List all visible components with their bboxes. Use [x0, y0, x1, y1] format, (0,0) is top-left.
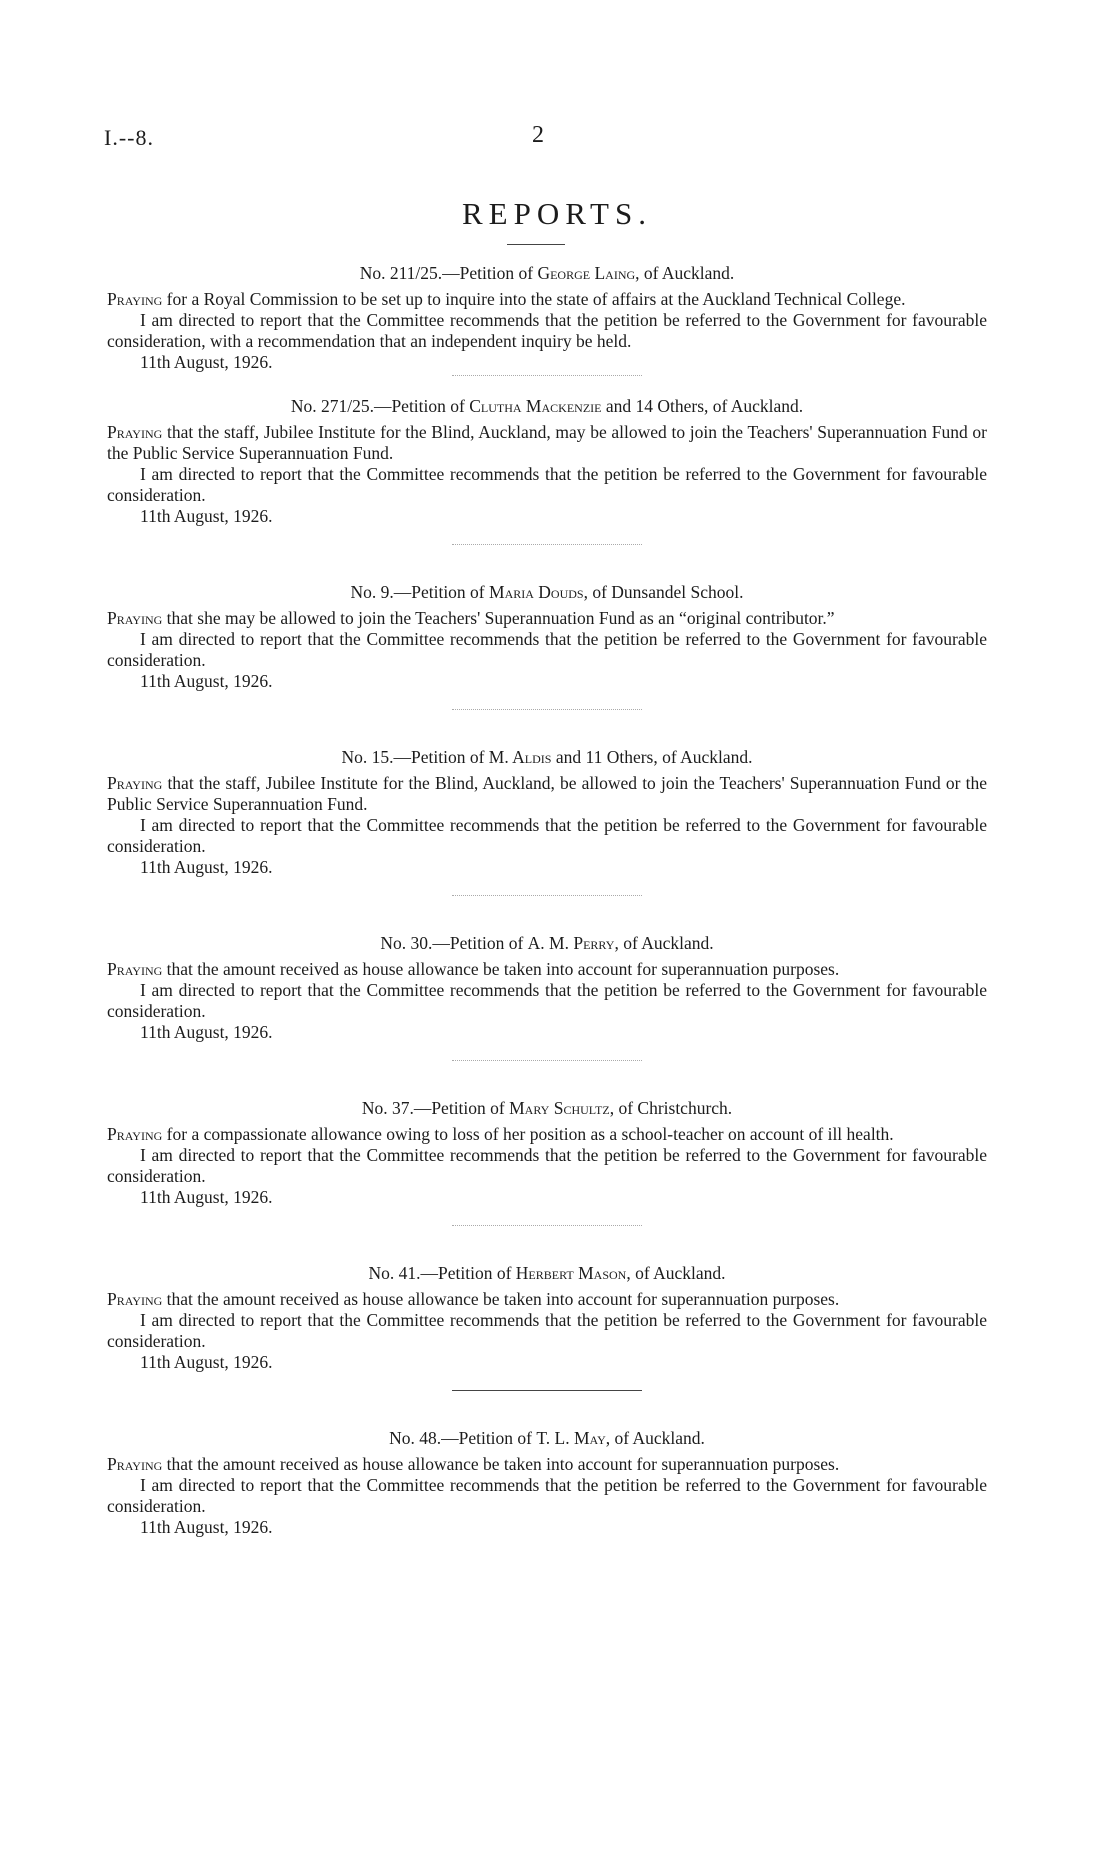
report-heading	[107, 263, 987, 284]
report-number: No. 271/25.	[290, 396, 374, 416]
praying-word: Praying	[107, 773, 163, 793]
report-section	[107, 263, 987, 373]
section-separator	[452, 1225, 642, 1226]
section-separator	[452, 1390, 642, 1391]
report-date: 11th August, 1926.	[140, 857, 273, 877]
praying-text: that the staff, Jubilee Institute for the Blind, Auckland, be allowed to join the Teachers' Superannuation Fund or the Public Service Superannuation Fund.	[107, 773, 987, 814]
praying-paragraph	[107, 1124, 987, 1145]
praying-text: that the amount received as house allowance be taken into account for superannuation purposes.	[162, 1289, 840, 1309]
section-separator	[452, 375, 642, 376]
report-number: No. 9.	[350, 582, 394, 602]
petition-prefix: —Petition of	[393, 582, 490, 602]
praying-word: Praying	[107, 1124, 163, 1144]
report-paragraph: I am directed to report that the Committee recommends that the petition be referred to the Government for favourable consideration, with a recommendation that an independent inquiry be held.	[107, 310, 987, 351]
section-separator	[452, 544, 642, 545]
report-number: No. 48.	[389, 1428, 442, 1448]
report-heading	[107, 396, 987, 417]
praying-word: Praying	[107, 1289, 163, 1309]
report-section	[107, 933, 987, 1043]
petitioner-name: Mary Schultz	[509, 1098, 610, 1118]
petitioner-name: George Laing	[537, 263, 636, 283]
petition-prefix: —Petition of	[373, 396, 470, 416]
praying-paragraph	[107, 773, 987, 815]
praying-paragraph	[107, 422, 987, 464]
report-paragraph: I am directed to report that the Committee recommends that the petition be referred to the Government for favourable consideration.	[107, 1145, 987, 1186]
report-section	[107, 396, 987, 527]
praying-text: that the amount received as house allowance be taken into account for superannuation purposes.	[162, 959, 840, 979]
petitioner-location: , of Auckland.	[635, 263, 735, 283]
praying-word: Praying	[107, 608, 163, 628]
report-number: No. 37.	[361, 1098, 414, 1118]
page-number: 2	[532, 122, 544, 148]
petitioner-name: Herbert Mason	[515, 1263, 627, 1283]
petitioner-name: M. Aldis	[488, 747, 552, 767]
petitioner-location: , of Christchurch.	[609, 1098, 733, 1118]
section-separator	[452, 895, 642, 896]
report-heading	[107, 1428, 987, 1449]
report-date: 11th August, 1926.	[140, 506, 273, 526]
report-number: No. 211/25.	[359, 263, 443, 283]
petition-prefix: —Petition of	[441, 1428, 537, 1448]
praying-word: Praying	[107, 1454, 163, 1474]
page-reference: I.--8.	[104, 125, 154, 150]
petitioner-location: and 14 Others, of Auckland.	[601, 396, 804, 416]
report-section	[107, 1428, 987, 1538]
praying-text: for a compassionate allowance owing to loss of her position as a school-teacher on account of ill health.	[162, 1124, 894, 1144]
praying-text: that the amount received as house allowance be taken into account for superannuation purposes.	[162, 1454, 840, 1474]
petition-prefix: —Petition of	[432, 933, 528, 953]
report-paragraph: I am directed to report that the Committee recommends that the petition be referred to the Government for favourable consideration.	[107, 980, 987, 1021]
praying-paragraph	[107, 959, 987, 980]
petitioner-name: A. M. Perry	[527, 933, 615, 953]
report-section	[107, 1098, 987, 1208]
report-heading	[107, 582, 987, 603]
praying-paragraph	[107, 1289, 987, 1310]
report-date: 11th August, 1926.	[140, 352, 273, 372]
report-date: 11th August, 1926.	[140, 1022, 273, 1042]
report-paragraph: I am directed to report that the Committee recommends that the petition be referred to the Government for favourable consideration.	[107, 1475, 987, 1516]
report-date: 11th August, 1926.	[140, 671, 273, 691]
petitioner-name: T. L. May	[536, 1428, 606, 1448]
petitioner-location: and 11 Others, of Auckland.	[551, 747, 753, 767]
title-rule	[507, 244, 565, 245]
report-paragraph: I am directed to report that the Committee recommends that the petition be referred to the Government for favourable consideration.	[107, 1310, 987, 1351]
petitioner-location: , of Auckland.	[605, 1428, 705, 1448]
report-number: No. 41.	[368, 1263, 421, 1283]
praying-paragraph	[107, 1454, 987, 1475]
report-heading	[107, 1263, 987, 1284]
praying-text: that the staff, Jubilee Institute for the Blind, Auckland, may be allowed to join the Teachers' Superannuation Fund or the Public Service Superannuation Fund.	[107, 422, 987, 463]
report-date: 11th August, 1926.	[140, 1352, 273, 1372]
praying-paragraph	[107, 289, 987, 310]
reports-list	[107, 263, 987, 1538]
petitioner-location: , of Auckland.	[626, 1263, 726, 1283]
petitioner-name: Clutha Mackenzie	[469, 396, 602, 416]
report-paragraph: I am directed to report that the Committee recommends that the petition be referred to the Government for favourable consideration.	[107, 464, 987, 505]
praying-word: Praying	[107, 959, 163, 979]
petition-prefix: —Petition of	[442, 263, 538, 283]
praying-text: that she may be allowed to join the Teachers' Superannuation Fund as an “original contributor.”	[162, 608, 835, 628]
petitioner-location: , of Dunsandel School.	[583, 582, 744, 602]
report-number: No. 15.	[341, 747, 394, 767]
report-heading	[107, 933, 987, 954]
report-date: 11th August, 1926.	[140, 1187, 273, 1207]
petition-prefix: —Petition of	[413, 1098, 510, 1118]
report-paragraph: I am directed to report that the Committee recommends that the petition be referred to the Government for favourable consideration.	[107, 815, 987, 856]
report-section	[107, 747, 987, 878]
report-paragraph: I am directed to report that the Committee recommends that the petition be referred to the Government for favourable consideration.	[107, 629, 987, 670]
report-heading	[107, 1098, 987, 1119]
petition-prefix: —Petition of	[420, 1263, 516, 1283]
report-heading	[107, 747, 987, 768]
praying-text: for a Royal Commission to be set up to inquire into the state of affairs at the Auckland Technical College.	[162, 289, 906, 309]
praying-paragraph	[107, 608, 987, 629]
report-section	[107, 582, 987, 692]
report-date: 11th August, 1926.	[140, 1517, 273, 1537]
report-number: No. 30.	[380, 933, 433, 953]
section-separator	[452, 709, 642, 710]
report-section	[107, 1263, 987, 1373]
petition-prefix: —Petition of	[393, 747, 489, 767]
petitioner-name: Maria Douds	[489, 582, 584, 602]
praying-word: Praying	[107, 422, 163, 442]
petitioner-location: , of Auckland.	[614, 933, 714, 953]
praying-word: Praying	[107, 289, 163, 309]
section-separator	[452, 1060, 642, 1061]
page-title: REPORTS.	[462, 196, 652, 231]
